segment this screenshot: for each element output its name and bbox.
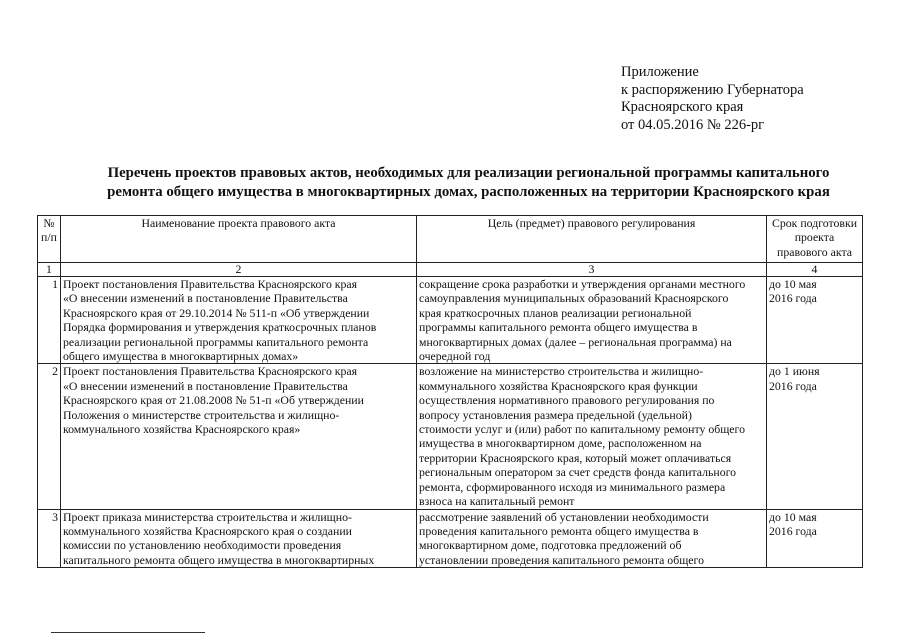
header-deadline-line: Срок подготовки xyxy=(771,216,858,230)
cell-line: территории Красноярского края, который может оплачиваться xyxy=(419,450,732,465)
header-name xyxy=(61,216,417,263)
cell-line: до 10 мая xyxy=(769,277,817,291)
header-num-line: № xyxy=(43,216,55,230)
row-number: 1 xyxy=(38,277,61,364)
cell-line: Проект постановления Правительства Красноярского края xyxy=(63,364,358,379)
row-number: 2 xyxy=(38,364,61,509)
header-deadline-line: проекта xyxy=(794,230,835,245)
appendix-line: от 04.05.2016 № 226-рг xyxy=(621,116,765,133)
cell-line: коммунального хозяйства Красноярского края» xyxy=(63,422,301,437)
title-line: ремонта общего имущества в многоквартирных домах, расположенных на территории Красноярского края xyxy=(107,184,830,200)
cell-line: установлении проведения капитального ремонта общего xyxy=(419,552,704,567)
acts-table xyxy=(37,215,863,568)
cell-line: Красноярского края от 29.10.2014 № 511-п «Об утверждении xyxy=(63,305,370,320)
column-number: 4 xyxy=(767,263,863,277)
cell-line: общего имущества в многоквартирных домах» xyxy=(63,349,299,364)
table-row xyxy=(38,364,863,509)
cell-line: программы капитального ремонта общего имущества в xyxy=(419,320,698,335)
title-line: Перечень проектов правовых актов, необходимых для реализации региональной программы капитального xyxy=(107,165,830,181)
cell-line: капитального ремонта общего имущества в многоквартирных xyxy=(63,552,375,567)
header-num xyxy=(38,216,61,263)
column-number: 2 xyxy=(61,263,417,277)
cell-line: осуществления нормативного правового регулирования по xyxy=(419,393,715,408)
header-deadline xyxy=(767,216,863,263)
header-num-line: п/п xyxy=(41,230,57,245)
table-row xyxy=(38,277,863,364)
cell-line: очередной год xyxy=(419,349,491,364)
cell-line: проведения капитального ремонта общего имущества в xyxy=(419,523,699,538)
cell-line: до 10 мая xyxy=(769,509,817,524)
row-goal xyxy=(417,277,767,364)
row-number: 3 xyxy=(38,509,61,568)
cell-line: «О внесении изменений в постановление Правительства xyxy=(63,378,348,393)
header-name-line: Наименование проекта правового акта xyxy=(141,216,336,230)
appendix-line: к распоряжению Губернатора xyxy=(621,81,804,98)
appendix-line: Красноярского края xyxy=(621,99,744,115)
column-number: 1 xyxy=(38,263,61,277)
row-act-name xyxy=(61,509,417,568)
cell-line: до 1 июня xyxy=(769,364,820,379)
cell-line: самоуправления муниципальных образований Красноярского xyxy=(419,291,729,306)
row-deadline xyxy=(767,277,863,364)
row-deadline xyxy=(767,509,863,568)
cell-line: имущества в многоквартирном доме, расположенном на xyxy=(419,436,702,451)
column-number: 3 xyxy=(417,263,767,277)
cell-line: рассмотрение заявлений об установлении необходимости xyxy=(419,509,709,524)
row-act-name xyxy=(61,277,417,364)
column-numbers-row xyxy=(38,263,863,277)
cell-line: стоимости услуг и (или) работ по капитальному ремонту общего xyxy=(419,422,745,437)
row-goal xyxy=(417,509,767,568)
document-title xyxy=(66,164,871,202)
row-deadline xyxy=(767,364,863,509)
row-goal xyxy=(417,364,767,509)
header-deadline-line: правового акта xyxy=(777,244,852,259)
cell-line: взноса на капитальный ремонт xyxy=(419,494,575,509)
cell-line: ремонта, сформированного исходя из минимального размера xyxy=(419,479,726,494)
appendix-block xyxy=(621,64,804,134)
footnote-rule xyxy=(51,632,205,633)
cell-line: вопросу установления размера предельной (удельной) xyxy=(419,407,692,422)
cell-line: многоквартирном доме, подготовка предложений об xyxy=(419,538,682,553)
cell-line: реализации региональной программы капитального ремонта xyxy=(63,334,369,349)
cell-line: Красноярского края от 21.08.2008 № 51-п «Об утверждении xyxy=(63,393,364,408)
cell-line: Проект постановления Правительства Красноярского края xyxy=(63,277,358,291)
cell-line: 2016 года xyxy=(769,523,817,538)
cell-line: региональным оператором за счет средств фонда капитального xyxy=(419,465,737,480)
table-row xyxy=(38,509,863,568)
appendix-line: Приложение xyxy=(621,64,699,80)
cell-line: Положения о министерстве строительства и жилищно- xyxy=(63,407,340,422)
cell-line: сокращение срока разработки и утверждения органами местного xyxy=(419,277,746,291)
header-goal-line: Цель (предмет) правового регулирования xyxy=(487,216,696,230)
header-goal xyxy=(417,216,767,263)
cell-line: Порядка формирования и утверждения краткосрочных планов xyxy=(63,320,377,335)
cell-line: края краткосрочных планов реализации региональной xyxy=(419,305,692,320)
cell-line: Проект приказа министерства строительства и жилищно- xyxy=(63,509,352,524)
cell-line: 2016 года xyxy=(769,291,817,306)
cell-line: коммунального хозяйства Красноярского края о создании xyxy=(63,523,352,538)
cell-line: комиссии по установлению необходимости проведения xyxy=(63,538,342,553)
cell-line: «О внесении изменений в постановление Правительства xyxy=(63,291,348,306)
header-row xyxy=(38,216,863,263)
cell-line: 2016 года xyxy=(769,378,817,393)
cell-line: коммунального хозяйства Красноярского края функции xyxy=(419,378,698,393)
row-act-name xyxy=(61,364,417,509)
cell-line: многоквартирных домах (далее – региональная программа) на xyxy=(419,334,732,349)
cell-line: возложение на министерство строительства и жилищно- xyxy=(419,364,704,379)
